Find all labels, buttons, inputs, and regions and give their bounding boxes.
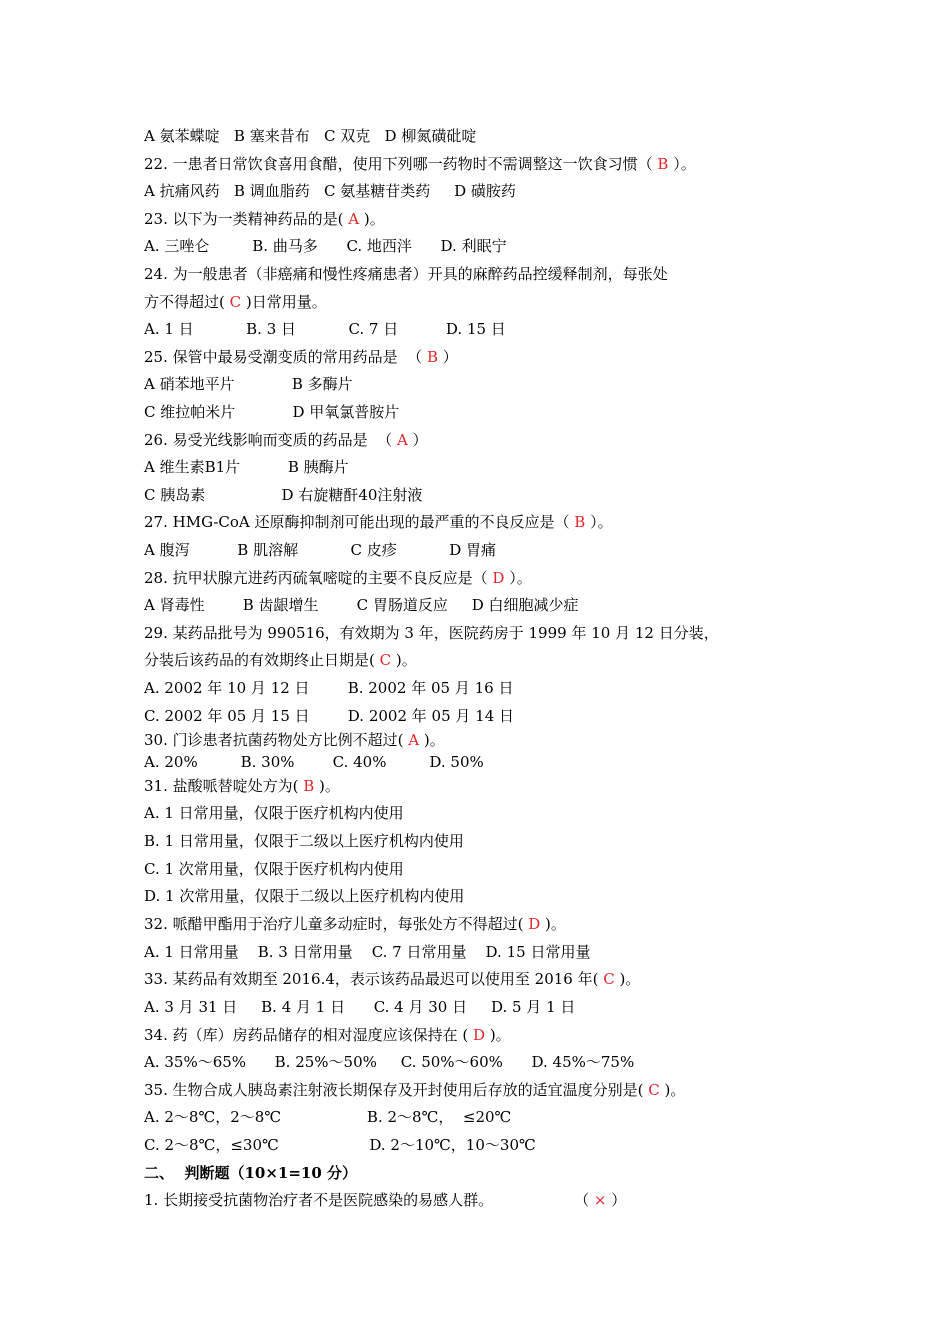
answer-mark: C: [379, 651, 392, 669]
option-line: C. 1 次常用量，仅限于医疗机构内使用: [144, 860, 404, 878]
answer-mark: D: [528, 915, 541, 933]
question-27: 27. HMG-CoA 还原酶抑制剂可能出现的最严重的不良反应是（ B ）。: [144, 513, 613, 531]
question-35: 35. 生物合成人胰岛素注射液长期保存及开封使用后存放的适宜温度分别是( C )。: [144, 1081, 686, 1099]
section-heading: 二、 判断题（10×1=10 分）: [144, 1164, 357, 1182]
answer-mark: A: [348, 210, 360, 228]
option-line: A 抗痛风药 B 调血脂药 C 氨基糖苷类药 D 磺胺药: [144, 182, 516, 200]
option-line: A. 35%～65% B. 25%～50% C. 50%～60% D. 45%～75%: [144, 1053, 635, 1071]
question-25: 25. 保管中最易受潮变质的常用药品是 （ B ）: [144, 348, 458, 366]
question-34: 34. 药（库）房药品储存的相对湿度应该保持在 ( D )。: [144, 1026, 511, 1044]
answer-mark: D: [492, 569, 505, 587]
question-28: 28. 抗甲状腺亢进药丙硫氧嘧啶的主要不良反应是（ D ）。: [144, 569, 532, 587]
question-32: 32. 哌醋甲酯用于治疗儿童多动症时，每张处方不得超过( D )。: [144, 915, 566, 933]
answer-mark: B: [657, 155, 669, 173]
question-31: 31. 盐酸哌替啶处方为( B )。: [144, 777, 340, 795]
answer-mark: C: [603, 970, 615, 988]
question-30: 30. 门诊患者抗菌药物处方比例不超过( A )。: [144, 731, 445, 749]
option-line: A 硝苯地平片 B 多酶片: [144, 375, 353, 393]
option-line: C. 2～8℃，≤30℃ D. 2～10℃，10～30℃: [144, 1136, 536, 1154]
option-line: C 维拉帕米片 D 甲氧氯普胺片: [144, 403, 400, 421]
option-line: A 氨苯蝶啶 B 塞来昔布 C 双克 D 柳氮磺砒啶: [144, 127, 477, 145]
question-29-cont: 分装后该药品的有效期终止日期是( C )。: [144, 651, 417, 669]
option-line: A. 三唑仑 B. 曲马多 C. 地西泮 D. 利眠宁: [144, 237, 507, 255]
question-29: 29. 某药品批号为 990516，有效期为 3 年，医院药房于 1999 年 10 月 12 日分装，: [144, 624, 719, 642]
answer-mark: A: [396, 431, 408, 449]
answer-mark: D: [473, 1026, 486, 1044]
option-line: A. 1 日常用量 B. 3 日常用量 C. 7 日常用量 D. 15 日常用量: [144, 943, 591, 961]
option-line: A. 2002 年 10 月 12 日 B. 2002 年 05 月 16 日: [144, 679, 514, 697]
option-line: A. 1 日 B. 3 日 C. 7 日 D. 15 日: [144, 320, 506, 338]
judgment-question-1: 1. 长期接受抗菌物治疗者不是医院感染的易感人群。 （ × ）: [144, 1191, 627, 1209]
option-line: A 维生素B1片 B 胰酶片: [144, 458, 349, 476]
option-line: A. 1 日常用量，仅限于医疗机构内使用: [144, 804, 404, 822]
answer-mark: B: [574, 513, 586, 531]
question-23: 23. 以下为一类精神药品的是( A )。: [144, 210, 385, 228]
answer-mark: C: [229, 293, 242, 311]
answer-mark: ×: [593, 1191, 607, 1209]
answer-mark: B: [426, 348, 438, 366]
option-line: A. 2～8℃，2～8℃ B. 2～8℃， ≤20℃: [144, 1108, 512, 1126]
answer-mark: A: [408, 731, 420, 749]
answer-mark: C: [648, 1081, 660, 1099]
option-line: D. 1 次常用量，仅限于二级以上医疗机构内使用: [144, 887, 465, 905]
question-22: 22. 一患者日常饮食喜用食醋，使用下列哪一药物时不需调整这一饮食习惯（ B ）。: [144, 155, 696, 173]
option-line: A. 20% B. 30% C. 40% D. 50%: [144, 753, 484, 771]
question-33: 33. 某药品有效期至 2016.4，表示该药品最迟可以使用至 2016 年( C )。: [144, 970, 641, 988]
question-26: 26. 易受光线影响而变质的药品是 （ A ）: [144, 431, 428, 449]
option-line: C. 2002 年 05 月 15 日 D. 2002 年 05 月 14 日: [144, 707, 515, 725]
option-line: C 胰岛素 D 右旋糖酐40注射液: [144, 486, 423, 504]
question-24: 24. 为一般患者（非癌痛和慢性疼痛患者）开具的麻醉药品控缓释制剂，每张处: [144, 265, 668, 283]
option-line: B. 1 日常用量，仅限于二级以上医疗机构内使用: [144, 832, 464, 850]
option-line: A 肾毒性 B 齿龈增生 C 胃肠道反应 D 白细胞减少症: [144, 596, 579, 614]
question-24-cont: 方不得超过( C )日常用量。: [144, 293, 327, 311]
option-line: A. 3 月 31 日 B. 4 月 1 日 C. 4 月 30 日 D. 5 月 1 日: [144, 998, 576, 1016]
option-line: A 腹泻 B 肌溶解 C 皮疹 D 胃痛: [144, 541, 497, 559]
answer-mark: B: [303, 777, 315, 795]
